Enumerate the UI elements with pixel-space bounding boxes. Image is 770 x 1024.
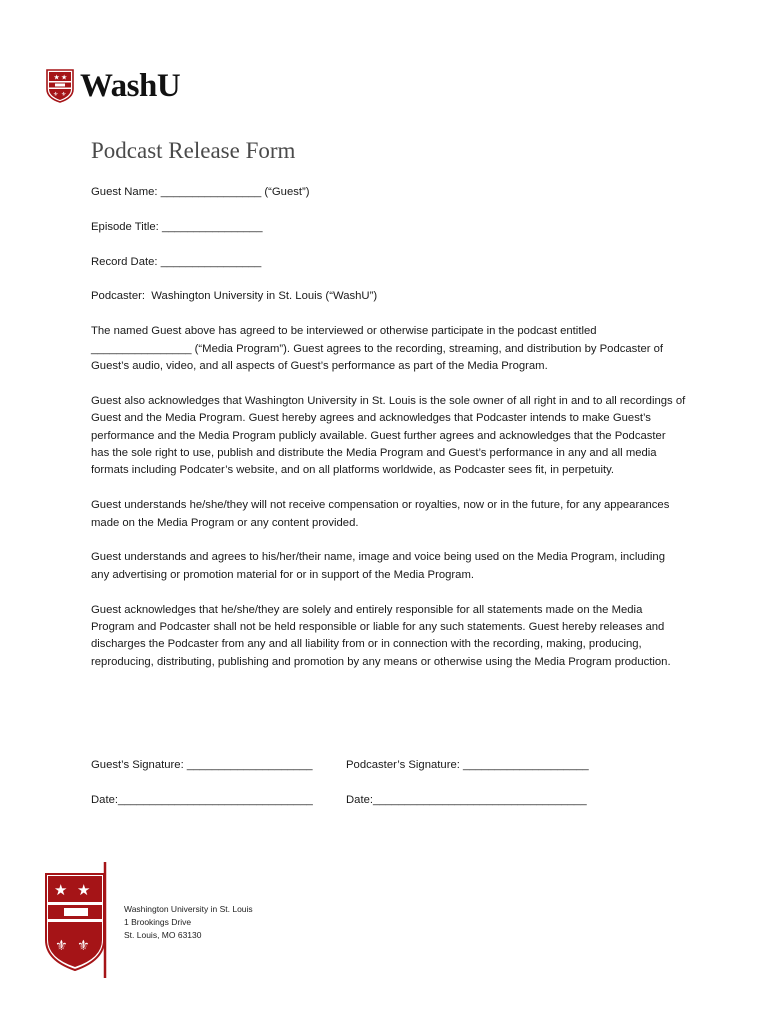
logo-wordmark: WashU: [80, 68, 181, 104]
field-label: Guest Name:: [91, 186, 158, 198]
address-line: St. Louis, MO 63130: [124, 930, 202, 940]
svg-text:★: ★: [61, 73, 68, 82]
field-label: Podcaster:: [91, 290, 146, 303]
svg-text:⚜: ⚜: [61, 91, 67, 98]
field-label: Episode Title:: [91, 220, 159, 233]
paragraph-likeness: Guest understands and agrees to his/her/their name, image and voice being used on the Media Program, including any advertising or promotion material for or in support of the Media Program.: [91, 551, 665, 581]
footer-shield-icon: [44, 862, 108, 980]
paragraph-liability: Guest acknowledges that he/she/they are solely and entirely responsible for all statements made on the Media Program and Podcaster shall not be held responsible or liable for any such statements. Guest hereby releases and discharges the Podcaster from any and all liability from or in connection with the recording, making, producing, reproducing, distributing, publishing and promotion by any means or otherwise using the Media Program production.: [91, 603, 671, 668]
paragraph-agreement: The named Guest above has agreed to be interviewed or otherwise participate in the podcast entitled ________________ (“Media Program”). Guest agrees to the recording, streaming, and distribution by Podcaster of Guest’s audio, video, and all aspects of Guest’s performance as part of the Media Program.: [91, 325, 664, 372]
svg-text:★: ★: [54, 881, 68, 899]
signature-row: [91, 759, 651, 771]
form-body: [91, 184, 686, 689]
svg-text:⚜: ⚜: [55, 938, 68, 954]
svg-text:⚜: ⚜: [53, 91, 59, 98]
washu-logo: [46, 68, 180, 104]
guest-date-line: Date:_______________________________: [91, 794, 313, 806]
svg-text:★: ★: [77, 881, 91, 899]
address-line: Washington University in St. Louis: [124, 904, 253, 914]
episode-title-field: [91, 219, 686, 236]
paragraph-ownership: Guest also acknowledges that Washington University in St. Louis is the sole owner of all right in and to all recordings of Guest and the Media Program. Guest hereby agrees and acknowledges that Podcaster intends to make Guest’s performance and the Media Program publicly available. Guest further agrees and acknowledges that the Podcaster has the sole right to use, publish and distribute the Media Program and Guest’s performance in any and all media formats including Podcater’s website, and on all platforms worldwide, as Podcaster sees fit, in perpetuity.: [91, 394, 686, 477]
record-date-field: [91, 254, 686, 271]
footer-address: [124, 903, 253, 942]
field-blank: ________________: [161, 220, 263, 233]
footer-shield: [44, 862, 108, 985]
podcaster-field: [91, 288, 686, 305]
field-suffix: (“Guest”): [264, 186, 310, 198]
paragraph-compensation: Guest understands he/she/they will not receive compensation or royalties, now or in the future, for any appearances made on the Media Program or any content provided.: [91, 499, 670, 529]
svg-text:★: ★: [53, 73, 60, 82]
podcaster-date-line: Date:__________________________________: [346, 794, 587, 806]
field-blank: ________________: [160, 255, 262, 268]
guest-signature-line: Guest’s Signature: ____________________: [91, 759, 313, 771]
page-title: Podcast Release Form: [91, 138, 296, 163]
field-blank: ________________: [160, 186, 262, 198]
guest-name-field: [91, 184, 686, 201]
field-value: Washington University in St. Louis (“WashU”): [151, 290, 378, 303]
podcaster-signature-line: Podcaster’s Signature: ____________________: [346, 759, 589, 771]
field-label: Record Date:: [91, 255, 158, 268]
washu-shield-icon: [46, 69, 74, 103]
svg-text:⚜: ⚜: [77, 938, 90, 954]
address-line: 1 Brookings Drive: [124, 917, 192, 927]
date-row: [91, 794, 651, 806]
